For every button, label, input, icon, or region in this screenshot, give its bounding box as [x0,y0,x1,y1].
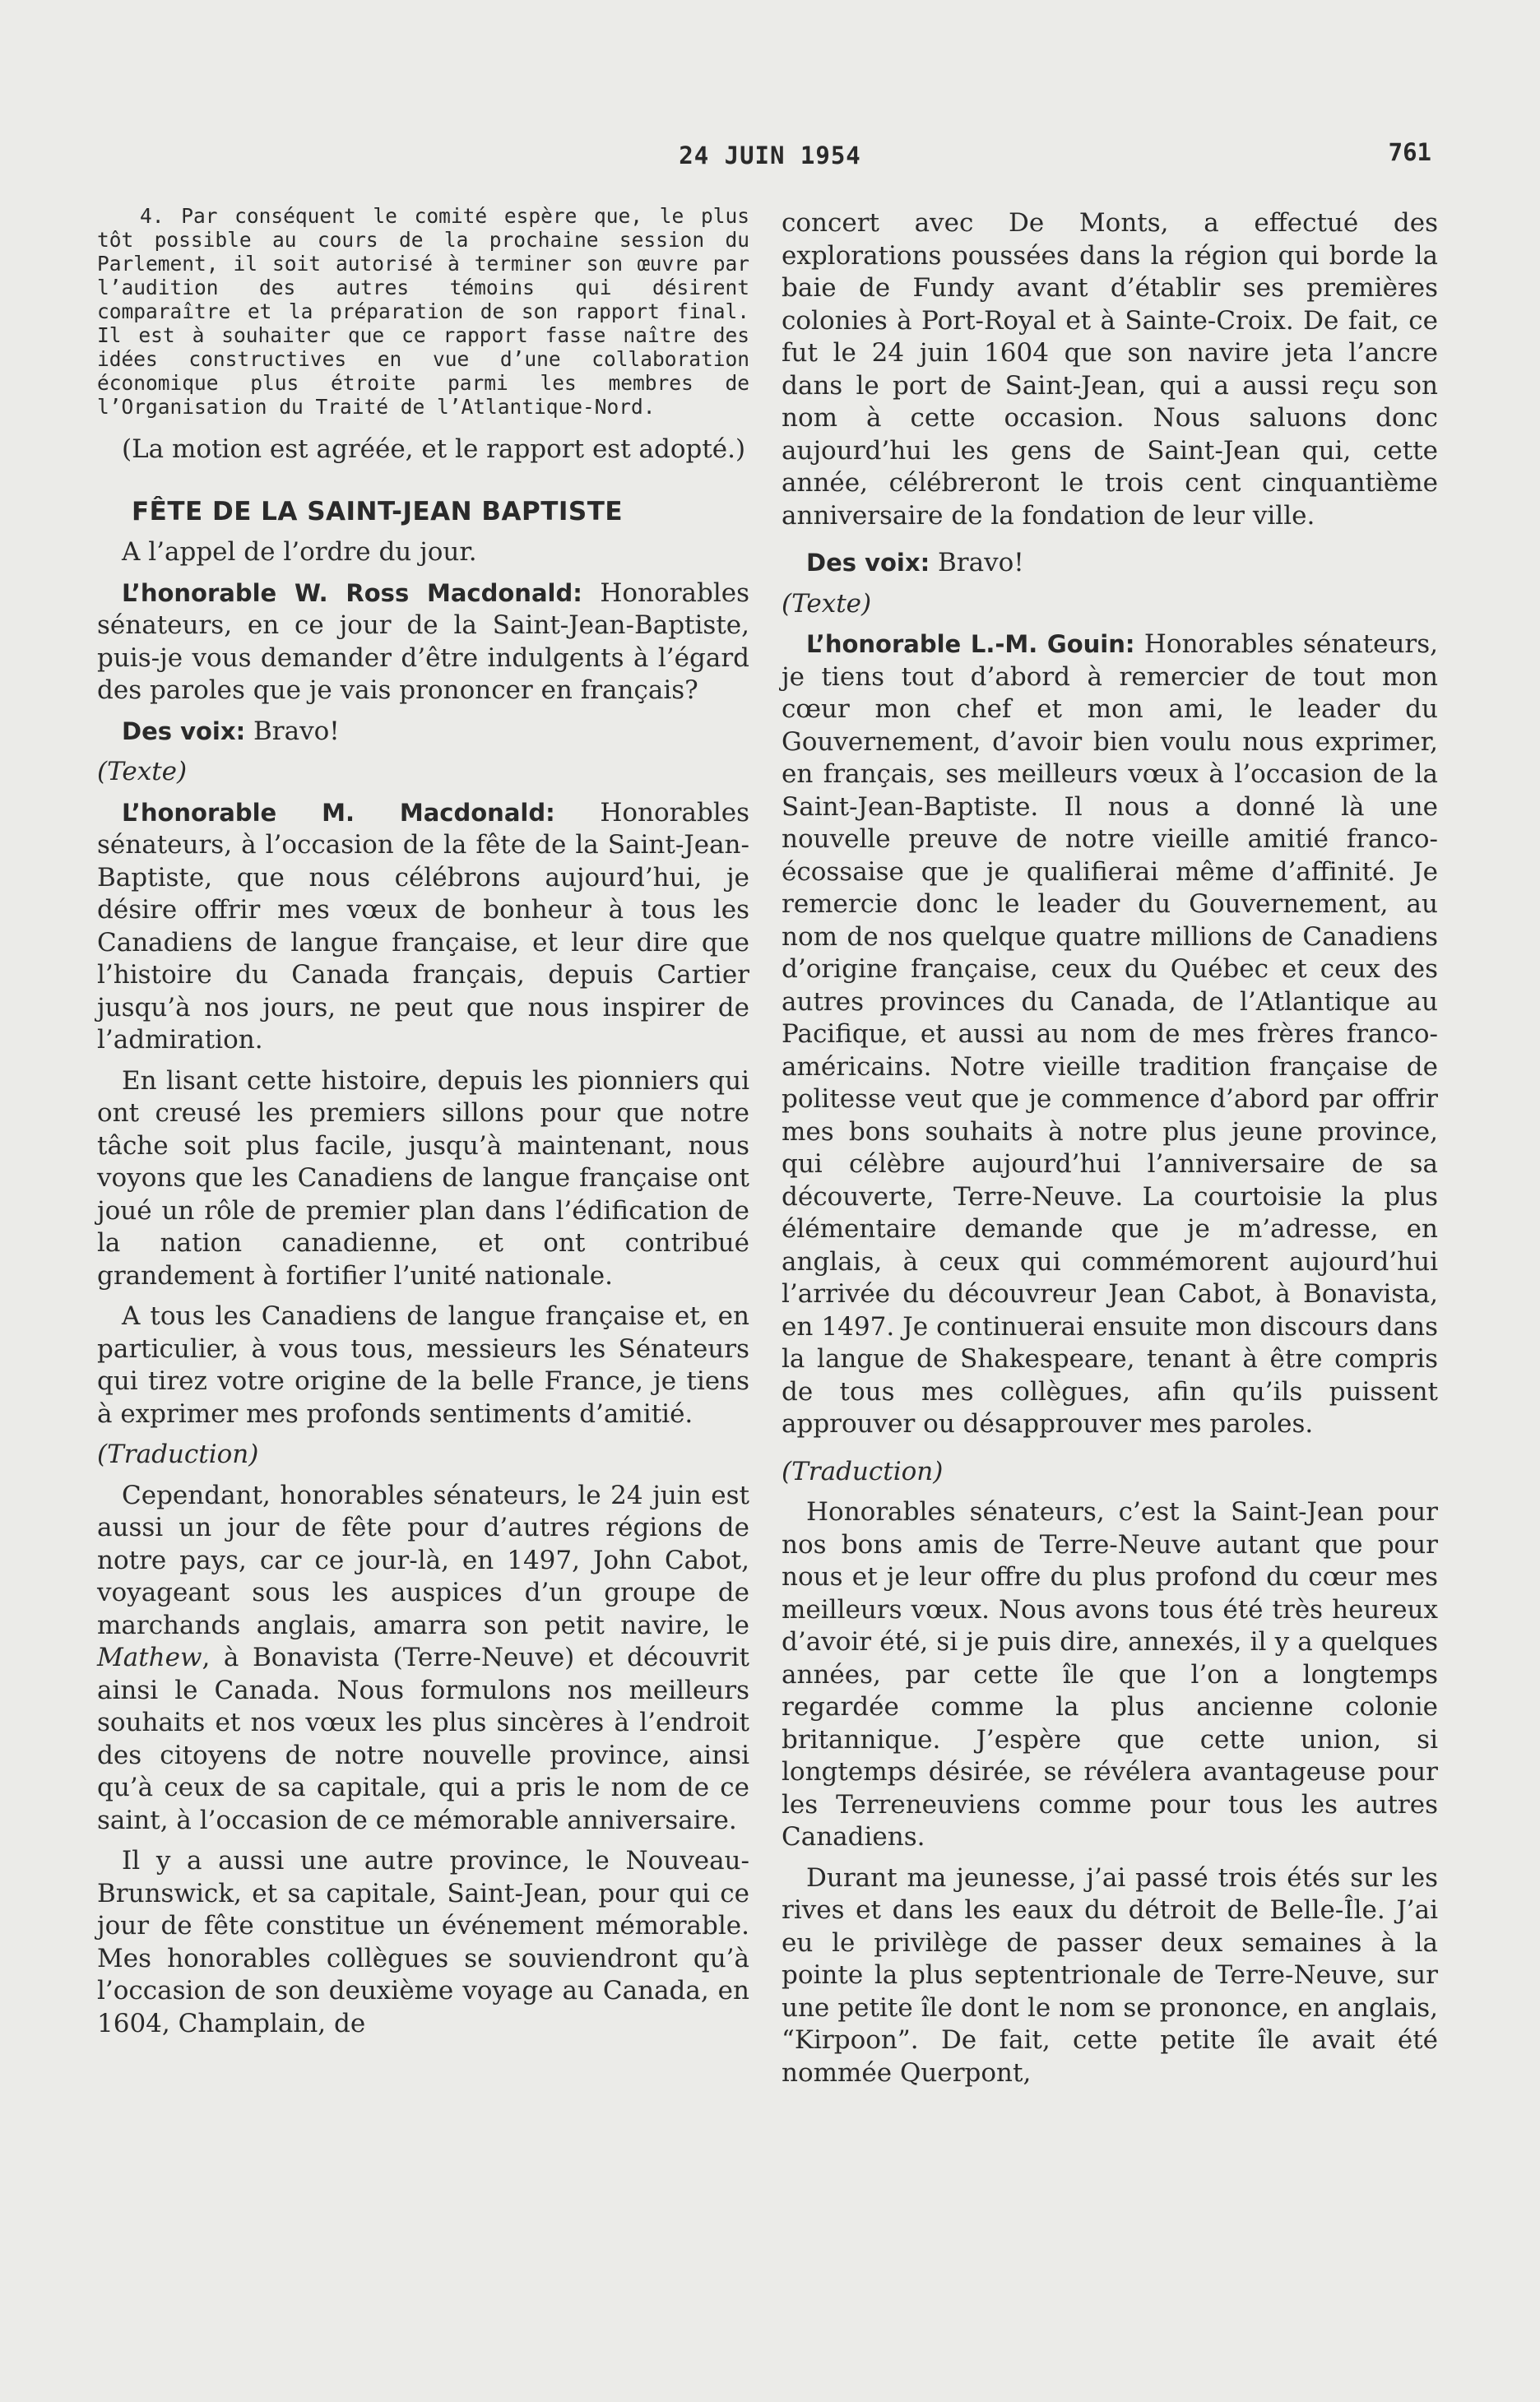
speech-text: Honorables sénateurs, je tiens tout d’abord à remercier de tout mon cœur mon chef et mon ami, le leader du Gouvernement, d’avoir bien voulu nous exprimer, en français, ses meilleurs vœux à l’occasion de la Saint-Jean-Baptiste. Il nous a donné là une nouvelle preuve de notre vieille amitié franco-écossaise que je qualifierai même d’affinité. Je remercie donc le leader du Gouvernement, au nom de nos quelque quatre millions de Canadiens d’origine française, ceux du Québec et ceux des autres provinces du Canada, de l’Atlantique au Pacifique, et aussi au nom de mes frères franco-américains. Notre vieille tradition française de politesse veut que je commence d’abord par offrir mes bons souhaits à notre plus jeune province, qui célèbre aujourd’hui l’anniversaire de sa découverte, Terre-Neuve. La courtoisie la plus élémentaire demande que je m’adresse, en anglais, à ceux qui commémorent aujourd’hui l’arrivée du découvreur Jean Cabot, à Bonavista, en 1497. Je continuerai ensuite mon discours dans la langue de Shakespeare, tenant à être compris de tous mes collègues, afin qu’ils puissent approuver ou désapprouver mes paroles. [782,629,1439,1439]
speech-paragraph [97,577,749,707]
header-date: 24 JUIN 1954 [679,141,861,169]
speech-text: Honorables sénateurs, à l’occasion de la fête de la Saint-Jean-Baptiste, que nous célébrons aujourd’hui, je désire offrir mes vœux de bonheur à tous les Canadiens de langue française, et leur dire que l’histoire du Canada français, depuis Cartier jusqu’à nos jours, ne peut que nous inspirer de l’admiration. [97,797,749,1055]
speech-paragraph: En lisant cette histoire, depuis les pionniers qui ont creusé les premiers sillons pour que notre tâche soit plus facile, jusqu’à maintenant, nous voyons que les Canadiens de langue française ont joué un rôle de premier plan dans l’édification de la nation canadienne, et ont contribué grandement à fortifier l’unité nationale. [97,1065,749,1291]
ship-name: Mathew [97,1643,202,1672]
speech-text: Cependant, honorables sénateurs, le 24 juin est aussi un jour de fête pour d’autres régions de notre pays, car ce jour-là, en 1497, John Cabot, voyageant sous les auspices d’un groupe de marchands anglais, amarra son petit navire, le [97,1480,749,1640]
interjection-text: Bravo! [930,548,1024,577]
speech-text: Honorables sénateurs, en ce jour de la Saint-Jean-Baptiste, puis-je vous demander d’être indulgents à l’égard des paroles que je vais prononcer en français? [97,577,750,705]
right-column [782,207,1438,2089]
speech-paragraph [97,1480,749,1838]
speaker-name: L’honorable M. Macdonald: [122,798,555,827]
speech-paragraph: concert avec De Monts, a effectué des explorations poussées dans la région qui borde la baie de Fundy avant d’établir ses premières colonies à Port-Royal et à Sainte-Croix. De fait, ce fut le 24 juin 1604 que son navire jeta l’ancre dans le port de Saint-Jean, qui a aussi reçu son nom à cette occasion. Nous saluons donc aujourd’hui les gens de Saint-Jean qui, cette année, célébreront le trois cent cinquantième anniversaire de la fondation de leur ville. [782,208,1438,531]
interjection-label: Des voix: [122,716,246,745]
speech-paragraph: Il y a aussi une autre province, le Nouveau-Brunswick, et sa capitale, Saint-Jean, pour qui ce jour de fête constitue un événement mémorable. Mes honorables collègues se souviendront qu’à l’occasion de son deuxième voyage au Canada, en 1604, Champlain, de [97,1846,749,2038]
page-number: 761 [1388,138,1431,166]
speech-paragraph: Durant ma jeunesse, j’ai passé trois étés sur les rives et dans les eaux du détroit de Belle-Île. J’ai eu le privilège de passer deux semaines à la pointe la plus septentrionale de Terre-Neuve, sur une petite île dont le nom se prononce, en anglais, “Kirpoon”. De fait, cette petite île avait été nommée Querpont, [782,1862,1438,2088]
motion-adopted: (La motion est agréée, et le rapport est adopté.) [122,434,746,464]
speech-paragraph [782,628,1438,1441]
speech-paragraph [97,797,749,1057]
speaker-name: L’honorable L.-M. Gouin: [806,630,1135,658]
interjection [782,547,1438,580]
interjection [97,716,749,749]
interjection-label: Des voix: [806,549,930,577]
left-column [97,204,749,2040]
language-note: (Traduction) [97,1440,259,1469]
speaker-name: L’honorable W. Ross Macdonald: [122,578,582,607]
language-note: (Traduction) [782,1456,944,1486]
interjection-text: Bravo! [245,716,340,746]
section-title: FÊTE DE LA SAINT-JEAN BAPTISTE [132,496,624,526]
language-note: (Texte) [97,757,188,786]
language-note: (Texte) [782,588,872,619]
order-of-the-day: A l’appel de l’ordre du jour. [122,537,477,567]
committee-report-paragraph: 4. Par conséquent le comité espère que, le plus tôt possible au cours de la prochaine session du Parlement, il soit autorisé à terminer son œuvre par l’audition des autres témoins qui désirent comparaître et la préparation de son rapport final. Il est à souhaiter que ce rapport fasse naître des idées constructives en vue d’une collaboration économique plus étroite parmi les membres de l’Organisation du Traité de l’Atlantique-Nord. [97,204,749,419]
speech-paragraph: A tous les Canadiens de langue française et, en particulier, à vous tous, messieurs les Sénateurs qui tirez votre origine de la belle France, je tiens à exprimer mes profonds sentiments d’amitié. [97,1301,749,1429]
speech-paragraph: Honorables sénateurs, c’est la Saint-Jean pour nos bons amis de Terre-Neuve autant que pour nous et je leur offre du plus profond du cœur mes meilleurs vœux. Nous avons tous été très heureux d’avoir été, si je puis dire, annexés, il y a quelques années, par cette île que l’on a longtemps regardée comme la plus ancienne colonie britannique. J’espère que cette union, si longtemps désirée, se révélera avantageuse pour les Terreneuviens comme pour tous les autres Canadiens. [782,1497,1438,1852]
speech-text: , à Bonavista (Terre-Neuve) et découvrit ainsi le Canada. Nous formulons nos meilleurs souhaits et nos vœux les plus sincères à l’endroit des citoyens de notre nouvelle province, ainsi qu’à ceux de sa capitale, qui a pris le nom de ce saint, à l’occasion de ce mémorable anniversaire. [97,1643,749,1835]
